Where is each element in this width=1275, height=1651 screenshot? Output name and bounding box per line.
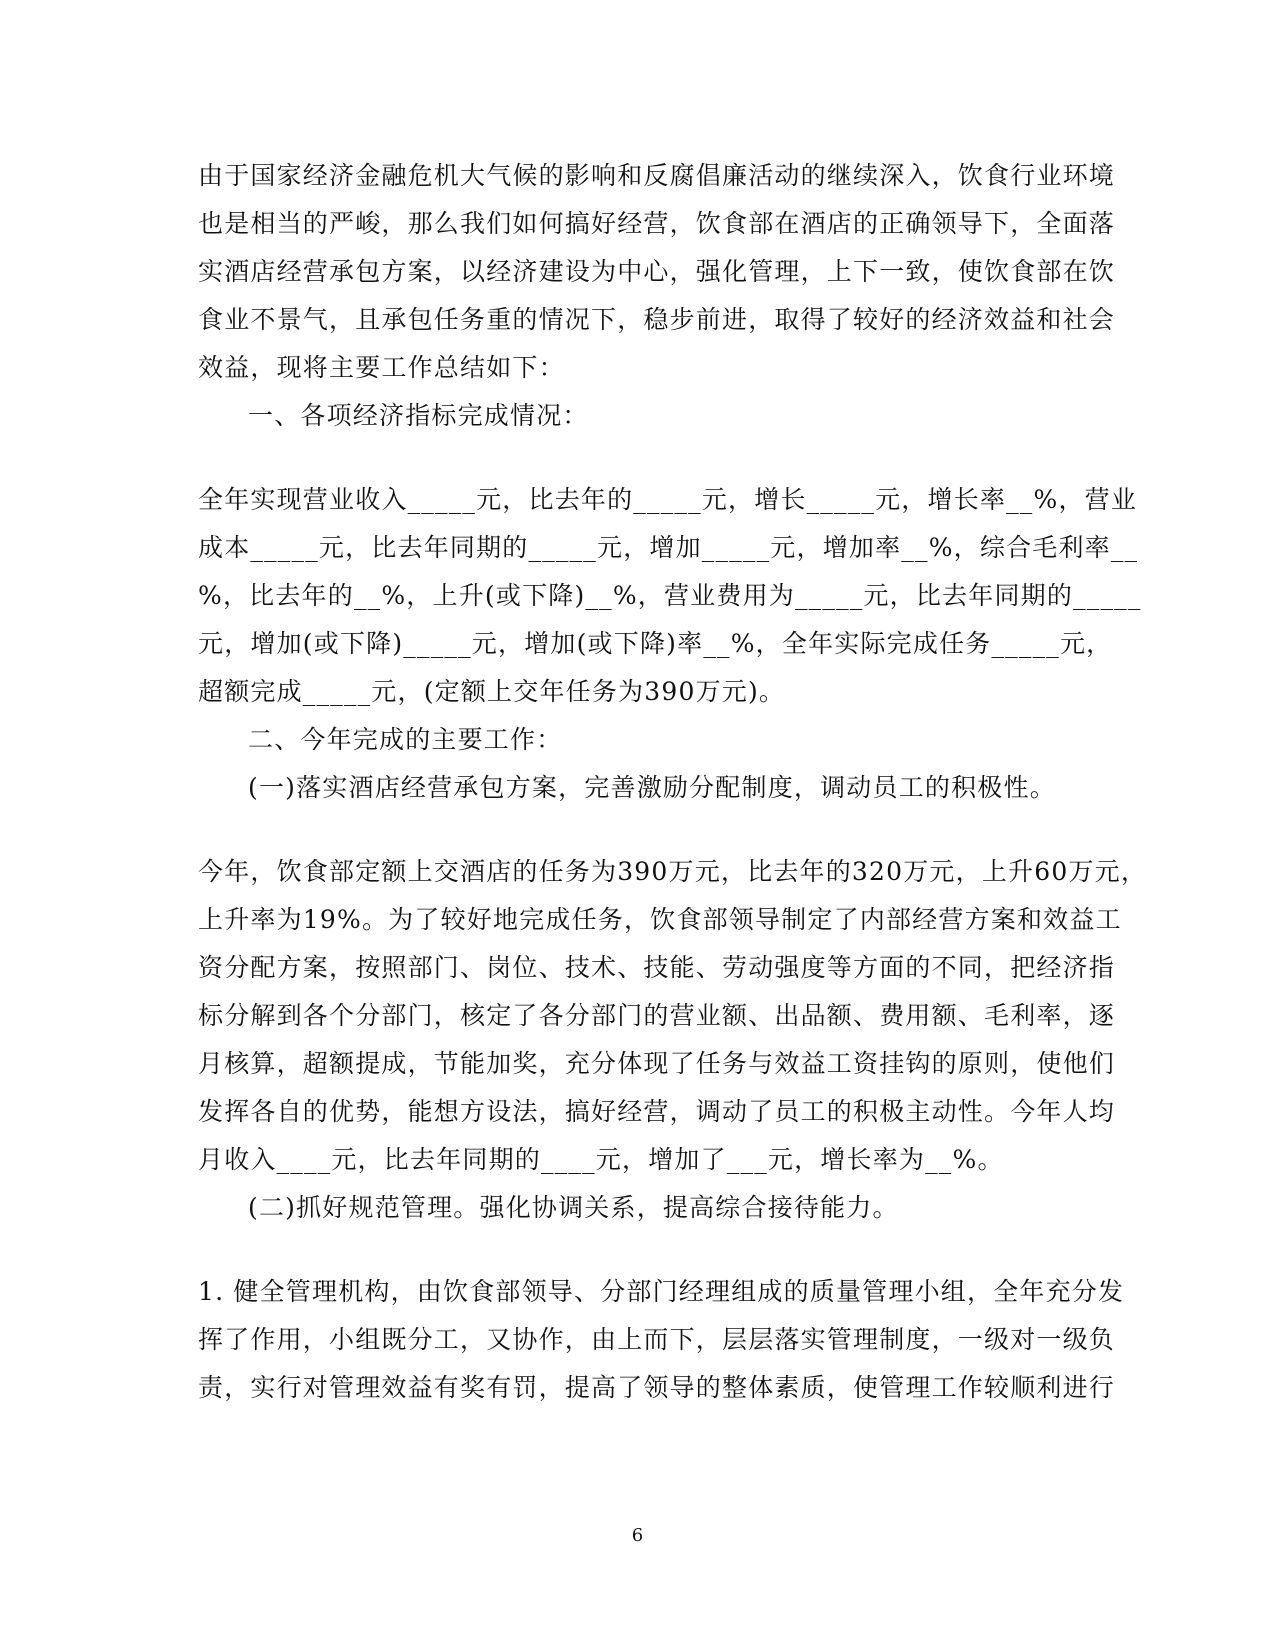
subsection-heading-1: (一)落实酒店经营承包方案，完善激励分配制度，调动员工的积极性。 <box>248 773 1056 802</box>
text-line: %，比去年的__%，上升(或下降)__%，营业费用为_____元，比去年同期的_____ <box>198 581 1142 610</box>
text-line: 挥了作用，小组既分工，又协作，由上而下，层层落实管理制度，一级对一级负 <box>198 1325 1116 1354</box>
subsection-heading-2: (二)抓好规范管理。强化协调关系，提高综合接待能力。 <box>248 1193 899 1222</box>
text-line: 月核算，超额提成，节能加奖，充分体现了任务与效益工资挂钩的原则，使他们 <box>198 1049 1116 1078</box>
text-line: 实酒店经营承包方案，以经济建设为中心，强化管理，上下一致，使饮食部在饮 <box>198 257 1116 286</box>
page-number: 6 <box>631 1525 644 1546</box>
text-line: 全年实现营业收入_____元，比去年的_____元，增长_____元，增长率__%，营业 <box>198 485 1138 514</box>
section-heading-1: 一、各项经济指标完成情况： <box>248 401 589 430</box>
text-line: 1. 健全管理机构，由饮食部领导、分部门经理组成的质量管理小组，全年充分发 <box>198 1277 1125 1306</box>
paragraph-intro <box>198 152 1116 392</box>
text-line: 由于国家经济金融危机大气候的影响和反腐倡廉活动的继续深入，饮食行业环境 <box>198 161 1116 190</box>
paragraph-tasks <box>198 848 1148 1184</box>
text-line: 成本_____元，比去年同期的_____元，增加_____元，增加率__%，综合毛利率__ <box>198 533 1139 562</box>
text-line: 今年，饮食部定额上交酒店的任务为390万元，比去年的320万元，上升60万元， <box>198 857 1148 886</box>
section-heading-2: 二、今年完成的主要工作： <box>248 725 563 754</box>
text-line: 超额完成_____元，(定额上交年任务为390万元)。 <box>198 677 786 706</box>
text-line: 元，增加(或下降)_____元，增加(或下降)率__%，全年实际完成任务_____元， <box>198 629 1113 658</box>
text-line: 也是相当的严峻，那么我们如何搞好经营，饮食部在酒店的正确领导下，全面落 <box>198 209 1116 238</box>
paragraph-indicators <box>198 476 1142 716</box>
text-line: 标分解到各个分部门，核定了各分部门的营业额、出品额、费用额、毛利率，逐 <box>198 1001 1116 1030</box>
text-line: 月收入____元，比去年同期的____元，增加了___元，增长率为__%。 <box>198 1145 1004 1174</box>
text-line: 发挥各自的优势，能想方设法，搞好经营，调动了员工的积极主动性。今年人均 <box>198 1097 1116 1126</box>
paragraph-management <box>198 1268 1125 1412</box>
text-line: 食业不景气，且承包任务重的情况下，稳步前进，取得了较好的经济效益和社会 <box>198 305 1116 334</box>
text-line: 责，实行对管理效益有奖有罚，提高了领导的整体素质，使管理工作较顺利进行 <box>198 1373 1116 1402</box>
text-line: 资分配方案，按照部门、岗位、技术、技能、劳动强度等方面的不同，把经济指 <box>198 953 1116 982</box>
text-line: 效益，现将主要工作总结如下： <box>198 353 565 382</box>
text-line: 上升率为19%。为了较好地完成任务，饮食部领导制定了内部经营方案和效益工 <box>198 905 1122 934</box>
